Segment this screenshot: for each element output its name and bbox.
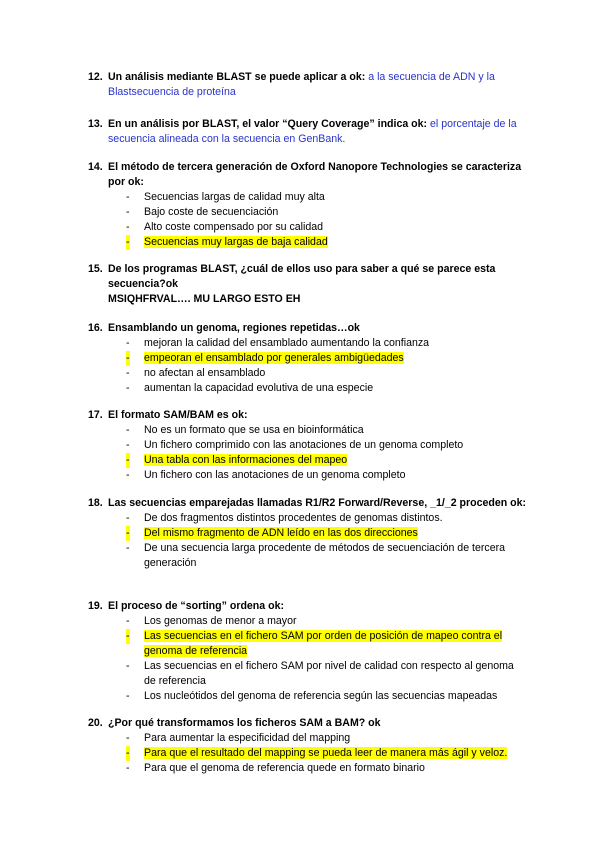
option-item [108, 220, 528, 235]
option-text: Los genomas de menor a mayor [144, 615, 297, 627]
option-item [108, 614, 528, 629]
option-item [108, 541, 528, 571]
question-text: El formato SAM/BAM es ok: [108, 409, 248, 421]
option-item [108, 190, 528, 205]
question-number: 18. [88, 497, 103, 509]
dash-bullet: - [126, 542, 130, 554]
option-text-highlighted: Una tabla con las informaciones del mapeo [144, 454, 348, 466]
question-number: 12. [88, 71, 103, 83]
question-text: Ensamblando un genoma, regiones repetidas…ok [108, 322, 360, 334]
option-item [108, 526, 528, 541]
dash-bullet: - [126, 236, 130, 248]
option-item [108, 235, 528, 250]
option-item [108, 511, 528, 526]
dash-bullet: - [126, 762, 130, 774]
option-text: De una secuencia larga procedente de métodos de secuenciación de tercera generación [144, 542, 506, 569]
option-item [108, 366, 528, 381]
dash-bullet: - [126, 469, 130, 481]
question-number: 14. [88, 161, 103, 173]
option-text: Los nucleótidos del genoma de referencia según las secuencias mapeadas [144, 690, 498, 702]
option-text: Un fichero comprimido con las anotaciones de un genoma completo [144, 439, 464, 451]
question-number: 13. [88, 118, 103, 130]
question-answer: el porcentaje de la secuencia alineada con la secuencia en GenBank. [108, 118, 517, 145]
option-text-highlighted: Las secuencias en el fichero SAM por orden de posición de mapeo contra el genoma de referencia [144, 630, 503, 657]
question-14 [88, 160, 528, 250]
option-list [108, 336, 528, 396]
option-text: mejoran la calidad del ensamblado aumentando la confianza [144, 337, 430, 349]
question-text: El proceso de “sorting” ordena ok: [108, 600, 285, 612]
dash-bullet: - [126, 191, 130, 203]
dash-bullet: - [126, 337, 130, 349]
option-list [108, 423, 528, 483]
question-text: En un análisis por BLAST, el valor “Query Coverage” indica ok: [108, 118, 428, 130]
question-12 [88, 70, 528, 100]
option-text-highlighted: empeoran el ensamblado por generales ambigüedades [144, 352, 404, 364]
dash-bullet: - [126, 690, 130, 702]
question-text: Las secuencias emparejadas llamadas R1/R2 Forward/Reverse, _1/_2 proceden ok: [108, 497, 527, 509]
option-item [108, 731, 528, 746]
option-text: No es un formato que se usa en bioinformática [144, 424, 364, 436]
option-text: Secuencias largas de calidad muy alta [144, 191, 325, 203]
dash-bullet: - [126, 732, 130, 744]
question-number: 16. [88, 322, 103, 334]
question-16 [88, 321, 528, 396]
option-item [108, 423, 528, 438]
dash-bullet: - [126, 454, 130, 466]
option-text-highlighted: Para que el resultado del mapping se pueda leer de manera más ágil y veloz. [144, 747, 508, 759]
option-text: Un fichero con las anotaciones de un genoma completo [144, 469, 406, 481]
dash-bullet: - [126, 615, 130, 627]
dash-bullet: - [126, 367, 130, 379]
dash-bullet: - [126, 512, 130, 524]
question-number: 17. [88, 409, 103, 421]
option-item [108, 468, 528, 483]
option-item [108, 453, 528, 468]
option-text-highlighted: Secuencias muy largas de baja calidad [144, 236, 328, 248]
option-text: Alto coste compensado por su calidad [144, 221, 324, 233]
dash-bullet: - [126, 439, 130, 451]
question-number: 19. [88, 600, 103, 612]
option-list [108, 614, 528, 704]
question-13 [88, 117, 528, 147]
question-text: De los programas BLAST, ¿cuál de ellos uso para saber a qué se parece esta secuencia?ok [108, 263, 496, 290]
option-text: aumentan la capacidad evolutiva de una especie [144, 382, 374, 394]
question-extra: MSIQHFRVAL…. MU LARGO ESTO EH [108, 293, 301, 305]
question-number: 15. [88, 263, 103, 275]
option-item [108, 629, 528, 659]
option-item [108, 205, 528, 220]
question-18 [88, 496, 528, 571]
dash-bullet: - [126, 424, 130, 436]
question-text: Un análisis mediante BLAST se puede aplicar a ok: [108, 71, 366, 83]
question-text: ¿Por qué transformamos los ficheros SAM a BAM? ok [108, 717, 381, 729]
option-item [108, 689, 528, 704]
dash-bullet: - [126, 747, 130, 759]
option-item [108, 336, 528, 351]
option-text-highlighted: Del mismo fragmento de ADN leído en las dos direcciones [144, 527, 418, 539]
dash-bullet: - [126, 221, 130, 233]
dash-bullet: - [126, 206, 130, 218]
question-15 [88, 262, 528, 307]
dash-bullet: - [126, 527, 130, 539]
option-list [108, 731, 528, 776]
option-item [108, 381, 528, 396]
option-list [108, 190, 528, 250]
question-20 [88, 716, 528, 776]
option-text: Para aumentar la especificidad del mapping [144, 732, 351, 744]
option-text: De dos fragmentos distintos procedentes de genomas distintos. [144, 512, 443, 524]
dash-bullet: - [126, 630, 130, 642]
question-number: 20. [88, 717, 103, 729]
option-item [108, 438, 528, 453]
option-list [108, 511, 528, 571]
question-19 [88, 599, 528, 704]
option-text: Bajo coste de secuenciación [144, 206, 279, 218]
option-text: Para que el genoma de referencia quede en formato binario [144, 762, 425, 774]
dash-bullet: - [126, 382, 130, 394]
option-item [108, 746, 528, 761]
question-answer: a la secuencia de ADN y la Blastsecuencia de proteína [108, 71, 495, 98]
option-text: no afectan al ensamblado [144, 367, 266, 379]
option-item [108, 761, 528, 776]
dash-bullet: - [126, 352, 130, 364]
option-text: Las secuencias en el fichero SAM por nivel de calidad con respecto al genoma de referencia [144, 660, 514, 687]
dash-bullet: - [126, 660, 130, 672]
question-text: El método de tercera generación de Oxford Nanopore Technologies se caracteriza por ok: [108, 161, 522, 188]
option-item [108, 659, 528, 689]
option-item [108, 351, 528, 366]
question-17 [88, 408, 528, 483]
